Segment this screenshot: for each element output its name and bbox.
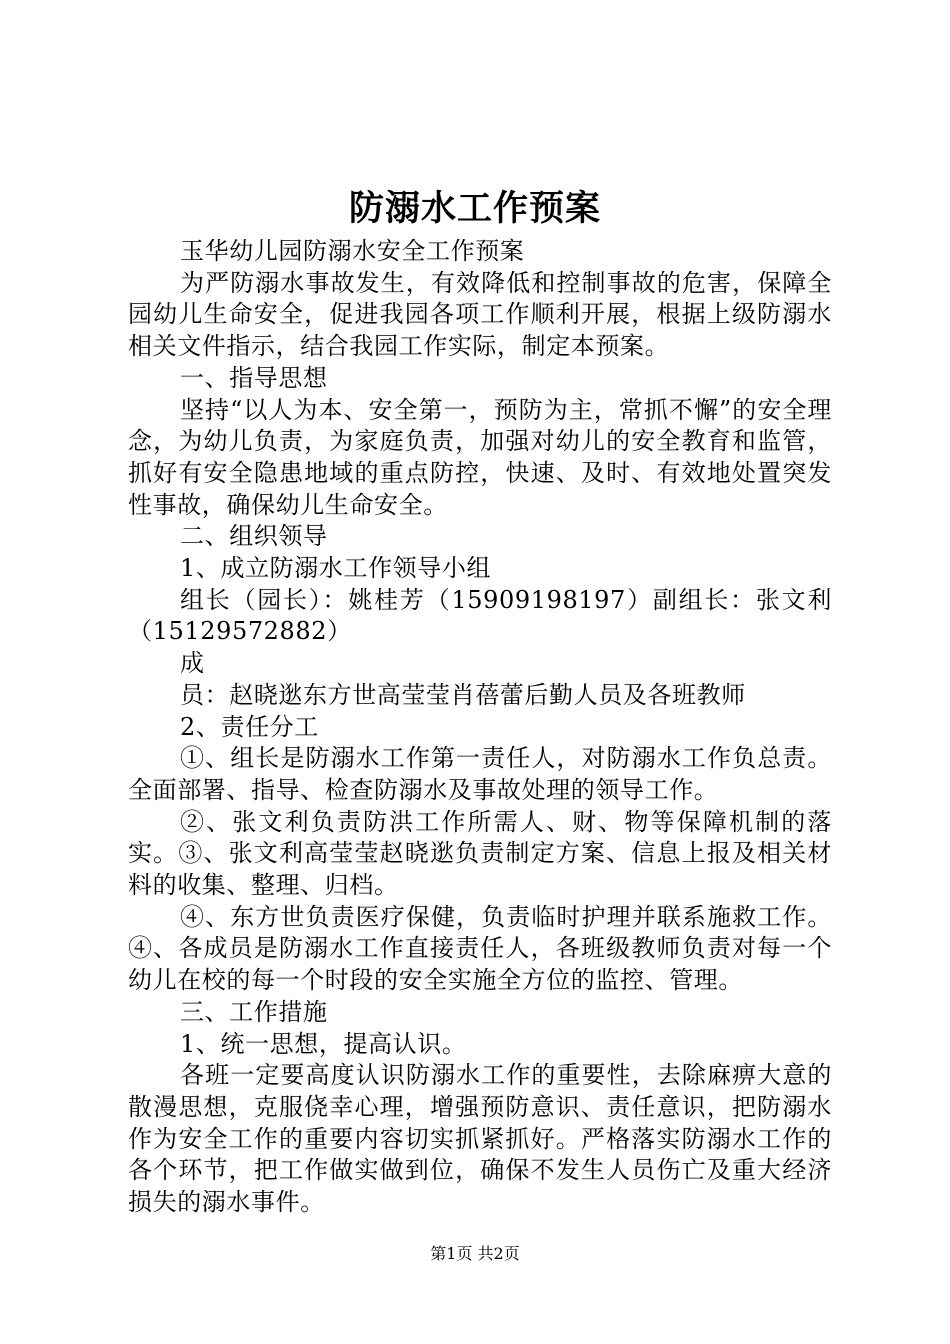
paragraph-group-leaders: 组长（园长）：姚桂芳（15909198197）副组长：张文利（15129572882） [128,585,832,646]
paragraph-members-label: 成 [180,649,205,678]
subheading-responsibilities: 2、责任分工 [180,712,319,741]
paragraph-responsibility-2: ②、张文利负责防洪工作所需人、财、物等保障机制的落实。③、张文利高莹莹赵晓逖负责制定方案、信息上报及相关材料的收集、整理、归档。 [128,807,832,900]
paragraph-intro: 为严防溺水事故发生，有效降低和控制事故的危害，保障全园幼儿生命安全，促进我园各项工作顺利开展，根据上级防溺水相关文件指示，结合我园工作实际，制定本预案。 [128,268,832,361]
paragraph-subtitle: 玉华幼儿园防溺水安全工作预案 [180,237,525,265]
section-heading-measures: 三、工作措施 [180,997,328,1026]
subheading-leadership-group: 1、成立防溺水工作领导小组 [180,554,492,583]
document-body [128,236,832,1219]
section-heading-guiding-idea: 一、指导思想 [180,363,328,392]
document-title: 防溺水工作预案 [348,188,601,229]
subheading-unify-thinking: 1、统一思想，提高认识。 [180,1029,467,1058]
section-heading-organization: 二、组织领导 [180,522,328,551]
paragraph-responsibility-3: ④、东方世负责医疗保健，负责临时护理并联系施救工作。④、各成员是防溺水工作直接责任人，各班级教师负责对每一个幼儿在校的每一个时段的安全实施全方位的监控、管理。 [128,902,832,995]
page-footer: 第1页 共2页 [430,1244,520,1263]
paragraph-members: 员：赵晓逖东方世高莹莹肖蓓蕾后勤人员及各班教师 [180,680,746,709]
paragraph-responsibility-1: ①、组长是防溺水工作第一责任人，对防溺水工作负总责。全面部署、指导、检查防溺水及事故处理的领导工作。 [128,744,832,804]
paragraph-measures: 各班一定要高度认识防溺水工作的重要性，去除麻痹大意的散漫思想，克服侥幸心理，增强预防意识、责任意识，把防溺水作为安全工作的重要内容切实抓紧抓好。严格落实防溺水工作的各个环节，把工作做实做到位，确保不发生人员伤亡及重大经济损失的溺水事件。 [128,1061,832,1217]
paragraph-guiding-idea: 坚持“以人为本、安全第一，预防为主，常抓不懈”的安全理念，为幼儿负责，为家庭负责，加强对幼儿的安全教育和监管，抓好有安全隐患地域的重点防控，快速、及时、有效地处置突发性事故，确保幼儿生命安全。 [128,395,832,519]
